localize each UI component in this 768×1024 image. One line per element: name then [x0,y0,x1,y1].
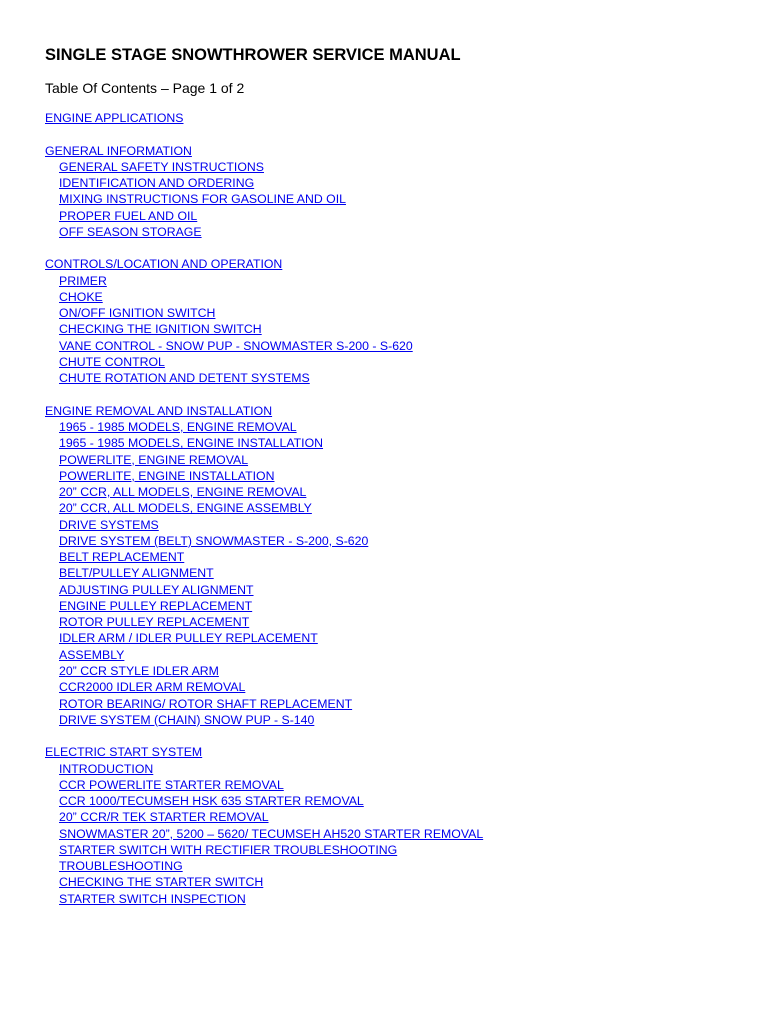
toc-subsection-link[interactable]: ON/OFF IGNITION SWITCH [59,306,216,321]
toc-subsection-link[interactable]: STARTER SWITCH WITH RECTIFIER TROUBLESHOOTING [59,842,398,857]
toc-subsection-link[interactable]: OFF SEASON STORAGE [59,224,202,239]
table-of-contents [45,110,745,907]
toc-subsection-link[interactable]: PROPER FUEL AND OIL [59,208,198,223]
toc-section [45,744,745,907]
toc-subsection-link[interactable]: STARTER SWITCH INSPECTION [59,891,246,906]
toc-subsection-link[interactable]: DRIVE SYSTEM (CHAIN) SNOW PUP - S-140 [59,712,315,727]
toc-subsection-link[interactable]: IDENTIFICATION AND ORDERING [59,176,255,191]
toc-subsection-link[interactable]: BELT REPLACEMENT [59,550,185,565]
toc-section [45,110,745,126]
toc-subsection-link[interactable]: ASSEMBLY [59,647,125,662]
toc-subsection-link[interactable]: ROTOR PULLEY REPLACEMENT [59,615,250,630]
toc-subsection-link[interactable]: CHECKING THE STARTER SWITCH [59,875,264,890]
toc-subsection-link[interactable]: MIXING INSTRUCTIONS FOR GASOLINE AND OIL [59,192,346,207]
toc-subsection-link[interactable]: 20” CCR, ALL MODELS, ENGINE ASSEMBLY [59,501,312,516]
toc-subsection-link[interactable]: 20” CCR STYLE IDLER ARM [59,663,219,678]
toc-subsection-link[interactable]: VANE CONTROL - SNOW PUP - SNOWMASTER S-200 - S-620 [59,338,413,353]
toc-subsection-link[interactable]: DRIVE SYSTEM (BELT) SNOWMASTER - S-200, S-620 [59,533,369,548]
toc-subsection-link[interactable]: CHUTE CONTROL [59,354,165,369]
toc-section-link[interactable]: GENERAL INFORMATION [45,143,192,158]
toc-subsection-link[interactable]: BELT/PULLEY ALIGNMENT [59,566,214,581]
toc-subsection-link[interactable]: CHECKING THE IGNITION SWITCH [59,322,262,337]
toc-section-link[interactable]: ELECTRIC START SYSTEM [45,745,203,760]
document-title: SINGLE STAGE SNOWTHROWER SERVICE MANUAL [45,46,461,64]
toc-section [45,143,745,241]
toc-subsection-link[interactable]: TROUBLESHOOTING [59,859,183,874]
toc-subsection-link[interactable]: CHUTE ROTATION AND DETENT SYSTEMS [59,371,310,386]
toc-section [45,403,745,728]
toc-subsection-link[interactable]: CCR 1000/TECUMSEH HSK 635 STARTER REMOVAL [59,794,364,809]
toc-subsection-link[interactable]: ENGINE PULLEY REPLACEMENT [59,598,253,613]
toc-subsection-link[interactable]: ROTOR BEARING/ ROTOR SHAFT REPLACEMENT [59,696,353,711]
toc-subsection-link[interactable]: 1965 - 1985 MODELS, ENGINE REMOVAL [59,420,297,434]
toc-section-link[interactable]: ENGINE REMOVAL AND INSTALLATION [45,403,273,418]
toc-subsection-link[interactable]: DRIVE SYSTEMS [59,517,159,532]
toc-subsection-link[interactable]: CCR POWERLITE STARTER REMOVAL [59,777,284,792]
toc-subsection-link[interactable]: GENERAL SAFETY INSTRUCTIONS [59,159,264,174]
toc-subsection-link[interactable]: IDLER ARM / IDLER PULLEY REPLACEMENT [59,631,318,646]
toc-subsection-link[interactable]: 1965 - 1985 MODELS, ENGINE INSTALLATION [59,436,324,451]
document-page [45,44,745,923]
toc-subsection-link[interactable]: PRIMER [59,273,107,288]
toc-subsection-link[interactable]: 20” CCR/R TEK STARTER REMOVAL [59,810,269,825]
toc-section [45,256,745,386]
toc-subsection-link[interactable]: POWERLITE, ENGINE INSTALLATION [59,468,275,483]
toc-subsection-link[interactable]: ADJUSTING PULLEY ALIGNMENT [59,582,254,597]
toc-subtitle: Table Of Contents – Page 1 of 2 [45,80,245,96]
toc-subsection-link[interactable]: INTRODUCTION [59,761,154,776]
toc-subsection-link[interactable]: CHOKE [59,289,103,304]
toc-subsection-link[interactable]: SNOWMASTER 20”, 5200 – 5620/ TECUMSEH AH520 STARTER REMOVAL [59,826,484,841]
toc-section-link[interactable]: CONTROLS/LOCATION AND OPERATION [45,257,283,272]
toc-subsection-link[interactable]: 20” CCR, ALL MODELS, ENGINE REMOVAL [59,485,307,500]
toc-subsection-link[interactable]: CCR2000 IDLER ARM REMOVAL [59,680,246,695]
toc-section-link[interactable]: ENGINE APPLICATIONS [45,111,184,125]
toc-subsection-link[interactable]: POWERLITE, ENGINE REMOVAL [59,452,249,467]
